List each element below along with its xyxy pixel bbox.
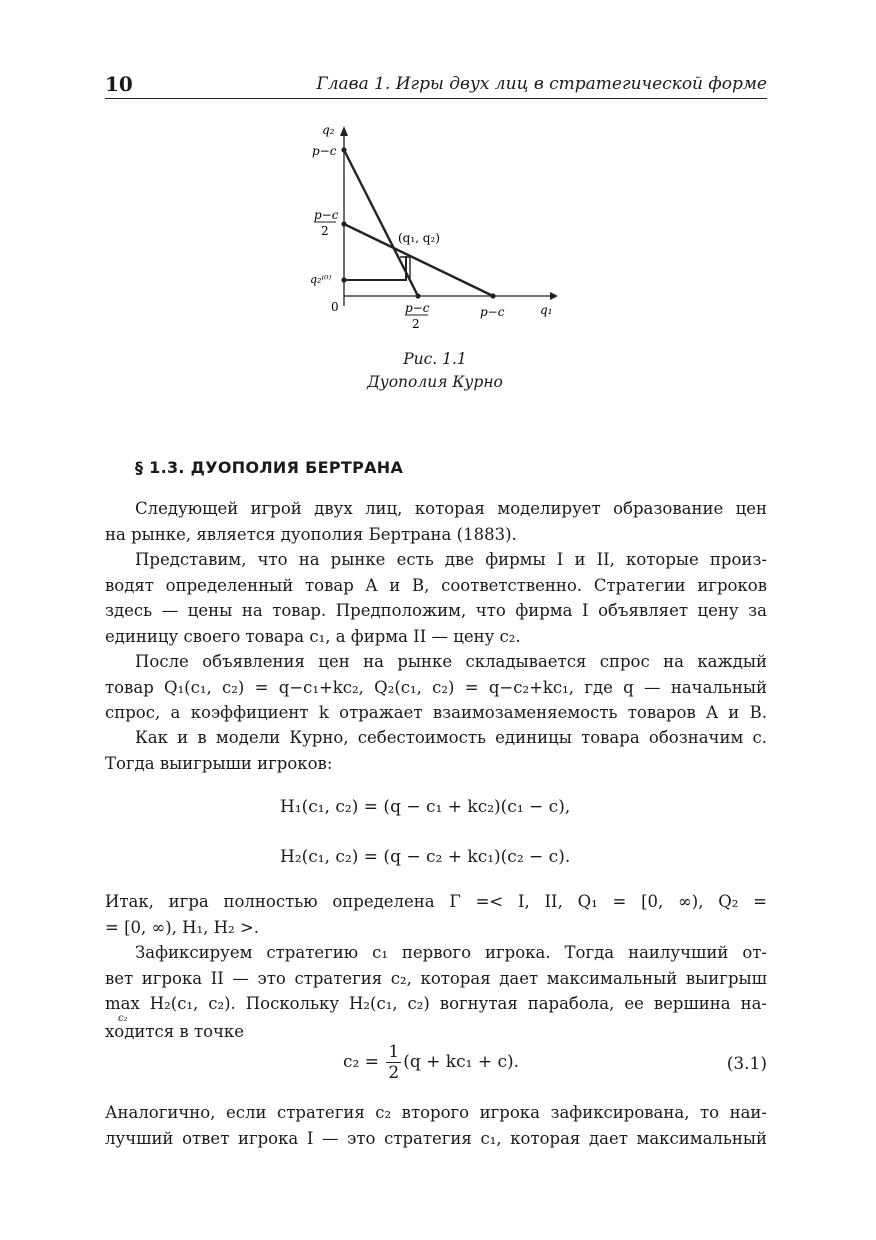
- figure-caption-title: Дуополия Курно: [367, 373, 503, 391]
- half-denominator-label: 2: [321, 224, 329, 238]
- text-line: вет игрока II — это стратегия c₂, которая дает максимальный выигрыш: [105, 968, 767, 988]
- running-title: Глава 1. Игры двух лиц в стратегической форме: [316, 74, 767, 94]
- text-line: Зафиксируем стратегию c₁ первого игрока. Тогда наилучший от-: [135, 943, 767, 962]
- text-line: Следующей игрой двух лиц, которая моделирует образование цен: [135, 499, 767, 518]
- paragraph-3: [105, 649, 767, 726]
- paragraph-1: [105, 496, 767, 547]
- text-line: max H₂(c₁, c₂). Поскольку H₂(c₁, c₂) вогнутая парабола, ее вершина на-: [105, 994, 767, 1013]
- equation-3-1-rhs: (q + kc₁ + c).: [403, 1052, 520, 1072]
- x-half-denominator-label: 2: [412, 317, 420, 331]
- text-line: водят определенный товар A и B, соответственно. Стратегии игроков: [105, 575, 767, 595]
- cournot-figure: [300, 118, 570, 338]
- text-line: Аналогично, если стратегия c₂ второго игрока зафиксирована, то наи-: [105, 1103, 767, 1122]
- text-line: Тогда выигрыши игроков:: [105, 753, 333, 773]
- q1-axis-label: q₁: [540, 303, 553, 317]
- paragraph-6: [105, 940, 767, 1044]
- text-line: здесь — цены на товар. Предположим, что фирма I объявляет цену за: [105, 601, 767, 620]
- max-subscript: c₂: [118, 1013, 128, 1024]
- pc-top-label: p−c: [312, 144, 337, 158]
- equation-number: (3.1): [726, 1054, 767, 1074]
- section-title: § 1.3. ДУОПОЛИЯ БЕРТРАНА: [135, 458, 404, 477]
- origin-label: 0: [331, 300, 339, 314]
- point-pc-y: [341, 147, 346, 152]
- text-line: Как и в модели Курно, себестоимость единицы товара обозначим c.: [135, 728, 767, 747]
- paragraph-5: [105, 889, 767, 940]
- figure-caption: [300, 348, 570, 394]
- text-line: = [0, ∞), H₁, H₂ >.: [105, 917, 259, 937]
- q2-initial-label: q₂⁽⁰⁾: [310, 273, 332, 286]
- equation-h1: H₁(c₁, c₂) = (q − c₁ + kc₂)(c₁ − c),: [280, 797, 571, 817]
- y-axis-arrow: [340, 126, 348, 136]
- equation-3-1-lhs: c₂ =: [343, 1052, 379, 1072]
- paragraph-7: [105, 1100, 767, 1151]
- text-line: ходится в точке: [105, 1021, 245, 1041]
- paragraph-2: [105, 547, 767, 649]
- x-half-numerator-label: p−c: [405, 301, 430, 315]
- fraction-denominator: 2: [388, 1063, 400, 1083]
- point-q2-initial: [341, 277, 346, 282]
- one-half-fraction: [386, 1042, 401, 1083]
- x-pc-label: p−c: [480, 305, 505, 319]
- equation-3-1: [343, 1042, 519, 1083]
- half-numerator-label: p−c: [314, 208, 339, 222]
- x-axis-arrow: [550, 292, 558, 300]
- fraction-numerator: 1: [388, 1042, 400, 1062]
- text-line: Представим, что на рынке есть две фирмы I и II, которые произ-: [135, 550, 767, 569]
- equilibrium-point-label: (q₁, q₂): [398, 231, 440, 245]
- page-number: 10: [105, 72, 133, 96]
- point-half-y: [341, 221, 346, 226]
- text-line: Итак, игра полностью определена Γ =< I, II, Q₁ = [0, ∞), Q₂ =: [105, 892, 767, 911]
- text-line: товар Q₁(c₁, c₂) = q−c₁+kc₂, Q₂(c₁, c₂) = q−c₂+kc₁, где q — начальный: [105, 677, 767, 697]
- iteration-path-1: [344, 256, 406, 280]
- text-line: спрос, а коэффициент k отражает взаимозаменяемость товаров A и B.: [105, 703, 767, 722]
- point-half-x: [415, 293, 420, 298]
- text-line: После объявления цен на рынке складывается спрос на каждый: [135, 652, 767, 671]
- q2-axis-label: q₂: [322, 123, 335, 137]
- page-header: [105, 70, 767, 99]
- text-line: лучший ответ игрока I — это стратегия c₁, которая дает максимальный: [105, 1128, 767, 1148]
- equation-h2: H₂(c₁, c₂) = (q − c₂ + kc₁)(c₂ − c).: [280, 847, 571, 867]
- paragraph-4: [105, 725, 767, 776]
- text-line: единицу своего товара c₁, а фирма II — цену c₂.: [105, 626, 521, 646]
- text-line: на рынке, является дуополия Бертрана (1883).: [105, 524, 517, 544]
- cournot-diagram: [300, 118, 570, 338]
- figure-caption-number: Рис. 1.1: [403, 350, 467, 368]
- point-pc-x: [490, 293, 495, 298]
